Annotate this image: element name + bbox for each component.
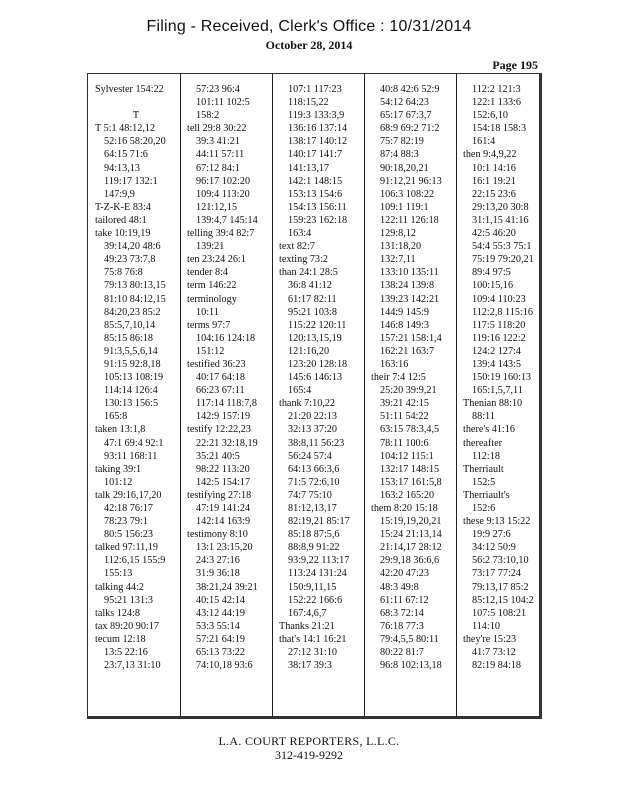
index-line: 63:15 78:3,4,5	[380, 424, 440, 436]
index-line: 27:12 31:10	[288, 647, 337, 659]
index-line: 75:8 76:8	[104, 267, 143, 279]
index-line: 78:11 100:6	[380, 437, 429, 449]
index-line: 165:1,5,7,11	[472, 385, 523, 397]
index-line: 141:13,17	[288, 162, 330, 174]
index-line: 117:14 118:7,8	[196, 398, 257, 410]
index-line: 114:10	[472, 620, 500, 632]
index-line: 150:19 160:13	[472, 372, 532, 384]
index-line: 147:9,9	[104, 188, 135, 200]
index-line: 118:15,22	[288, 97, 329, 109]
index-entry: thank 7:10,22	[279, 398, 336, 410]
index-line: 132:17 148:15	[380, 463, 440, 475]
index-line: 98:22 113:20	[196, 463, 250, 475]
index-line: 25:20 39:9,21	[380, 385, 437, 397]
index-line: 142:14 163:9	[196, 516, 251, 528]
index-line: 54:4 55:3 75:1	[472, 241, 532, 253]
index-line: 80:22 81:7	[380, 647, 424, 659]
index-line: 57:21 64:19	[196, 633, 245, 645]
index-line: 73:17 77:24	[472, 568, 521, 580]
index-line: 119:3 133:3,9	[288, 110, 345, 122]
column-divider	[364, 74, 365, 716]
index-entry: them 8:20 15:18	[371, 503, 438, 514]
index-line: 42:20 47:23	[380, 568, 429, 580]
index-line: 121:16,20	[288, 345, 330, 357]
index-entry: taking 39:1	[95, 463, 142, 475]
index-line: 163:2 165:20	[380, 489, 435, 501]
index-line: 106:3 108:22	[380, 188, 435, 200]
word-index-box	[87, 73, 542, 719]
index-line: 13:5 22:16	[104, 647, 148, 659]
index-line: 123:20 128:18	[288, 358, 348, 370]
index-entry: texting 73:2	[279, 254, 328, 266]
index-column-1	[95, 83, 177, 672]
index-entry: thereafter	[463, 437, 503, 449]
index-line: 91:3,5,5,6,14	[104, 345, 158, 357]
index-entry: talking 44:2	[95, 581, 144, 593]
index-line: 96:17 102:20	[196, 175, 251, 187]
index-line: 122:11 126:18	[380, 214, 439, 226]
index-line: 150:9,11,15	[288, 581, 337, 593]
index-entry: talk 29:16,17,20	[95, 489, 162, 501]
index-line: 159:23 162:18	[288, 214, 348, 226]
index-line: 139:4 143:5	[472, 358, 521, 370]
index-line: 81:12,13,17	[288, 503, 337, 514]
index-line: 36:8 41:12	[288, 280, 332, 292]
index-line: 35:21 40:5	[196, 450, 240, 462]
index-line: 47:19 141:24	[196, 503, 251, 514]
index-entry: talked 97:11,19	[95, 542, 158, 554]
index-line: 132:7,11	[380, 254, 416, 266]
index-line: 88:8,9 91:22	[288, 542, 340, 554]
index-line: 39:21 42:15	[380, 398, 429, 410]
index-line: 39:3 41:21	[196, 136, 240, 148]
index-line: 10:1 14:16	[472, 162, 516, 174]
index-entry: testimony 8:10	[187, 529, 248, 541]
column-divider	[272, 74, 273, 716]
index-entry: ten 23:24 26:1	[187, 254, 246, 266]
index-column-4	[371, 83, 453, 672]
index-line: 85:12,15 104:2	[472, 594, 534, 606]
index-column-2	[187, 83, 269, 672]
index-line: 68:3 72:14	[380, 607, 424, 619]
index-line: 117:5 118:20	[472, 319, 526, 331]
index-line: 71:5 72:6,10	[288, 476, 340, 488]
index-line: 157:21 158:1,4	[380, 332, 442, 344]
index-line: 31:1,15 41:16	[472, 214, 529, 226]
index-entry: term 146:22	[187, 280, 237, 292]
page-number: Page 195	[492, 58, 538, 72]
index-line: 79:13 80:13,15	[104, 280, 166, 292]
index-entry: then 9:4,9,22	[463, 149, 517, 161]
index-line: 48:3 49:8	[380, 581, 419, 593]
index-line: 44:11 57:11	[196, 149, 245, 161]
index-line: 15:19,19,20,21	[380, 516, 442, 528]
index-entry: tax 89:20 90:17	[95, 620, 159, 632]
index-line: 38:8,11 56:23	[288, 437, 345, 449]
index-entry: tender 8:4	[187, 267, 229, 279]
index-line: 76:18 77:3	[380, 620, 424, 632]
index-line: 136:16 137:14	[288, 123, 348, 135]
index-line: 152:22 166:6	[288, 594, 343, 606]
index-line: 93:11 168:11	[104, 450, 158, 462]
index-entry: telling 39:4 82:7	[187, 228, 255, 240]
index-line: 96:8 102:13,18	[380, 660, 442, 672]
index-line: 130:13 156:5	[104, 398, 159, 410]
index-line: 120:13,15,19	[288, 332, 342, 344]
index-line: 13:1 23:15,20	[196, 542, 253, 554]
column-divider	[180, 74, 181, 716]
index-line: 104:16 124:18	[196, 332, 256, 344]
index-line: 115:22 120:11	[288, 319, 347, 331]
index-entry: testify 12:22,23	[187, 424, 251, 436]
index-line: 39:14,20 48:6	[104, 241, 161, 253]
index-line: 53:3 55:14	[196, 620, 240, 632]
index-line: 75:7 82:19	[380, 136, 424, 148]
index-line: 122:1 133:6	[472, 97, 521, 109]
index-entry: there's 41:16	[463, 424, 515, 436]
index-line: 85:5,7,10,14	[104, 319, 156, 331]
index-line: 144:9 145:9	[380, 306, 429, 318]
index-line: 68:9 69:2 71:2	[380, 123, 440, 135]
index-line: 57:23 96:4	[196, 84, 240, 95]
index-line: 91:15 92:8,18	[104, 358, 161, 370]
index-line: 54:12 64:23	[380, 97, 429, 109]
index-entry: T-Z-K-E 83:4	[95, 201, 151, 213]
index-line: 49:23 73:7,8	[104, 254, 156, 266]
index-entry: taken 13:1,8	[95, 424, 146, 436]
index-line: 79:13,17 85:2	[472, 581, 529, 593]
index-entry: Therriault's	[463, 489, 510, 501]
index-line: 139:21	[196, 241, 225, 253]
index-line: 146:8 149:3	[380, 319, 429, 331]
index-line: 10:11	[196, 306, 219, 318]
index-entry: Thanks 21:21	[279, 620, 335, 632]
index-entry: tailored 48:1	[95, 214, 147, 226]
index-column-5	[463, 83, 541, 672]
index-line: 131:18,20	[380, 241, 422, 253]
index-line: 74:10,18 93:6	[196, 660, 253, 672]
index-line: 38:17 39:3	[288, 660, 332, 672]
index-entry: testifying 27:18	[187, 489, 252, 501]
index-line: 89:4 97:5	[472, 267, 511, 279]
index-line: 140:17 141:7	[288, 149, 343, 161]
index-line: 22:21 32:18,19	[196, 437, 258, 449]
index-line: 87:4 88:3	[380, 149, 419, 161]
index-line: 152:5	[472, 476, 496, 488]
index-line: 153:13 154:6	[288, 188, 343, 200]
index-entry: testified 36:23	[187, 358, 246, 370]
column-divider	[456, 74, 457, 716]
index-line: 52:16 58:20,20	[104, 136, 166, 148]
index-line: 75:19 79:20,21	[472, 254, 534, 266]
index-entry: tecum 12:18	[95, 633, 146, 645]
index-line: 42:5 46:20	[472, 228, 516, 240]
index-line: 74:7 75:10	[288, 489, 332, 501]
index-line: 95:21 103:8	[288, 306, 337, 318]
index-entry: talks 124:8	[95, 607, 140, 619]
index-line: 109:1 119:1	[380, 201, 429, 213]
index-line: 100:15,16	[472, 280, 514, 292]
index-line: 138:17 140:12	[288, 136, 348, 148]
index-entry: text 82:7	[279, 241, 315, 253]
index-line: 91:12,21 96:13	[380, 175, 442, 187]
index-entry: Therriault	[463, 463, 504, 475]
index-line: 19:9 27:6	[472, 529, 511, 541]
index-line: 21:14,17 28:12	[380, 542, 442, 554]
index-line: 15:24 21:13,14	[380, 529, 442, 541]
index-line: 40:17 64:18	[196, 372, 245, 384]
index-line: 121:12,15	[196, 201, 238, 213]
index-line: 64:15 71:6	[104, 149, 148, 161]
index-line: 109:4 110:23	[472, 293, 526, 305]
index-line: 88:11	[472, 411, 495, 423]
index-line: 82:19,21 85:17	[288, 516, 350, 528]
index-line: 163:16	[380, 358, 409, 370]
index-line: 114:14 126:4	[104, 385, 158, 397]
index-line: 165:8	[104, 411, 128, 423]
index-line: 139:4,7 145:14	[196, 214, 258, 226]
index-line: 139:23 142:21	[380, 293, 440, 305]
index-line: 162:21 163:7	[380, 345, 435, 357]
index-entry: Sylvester 154:22	[95, 84, 164, 95]
index-line: 161:4	[472, 136, 496, 148]
index-line: 78:23 79:1	[104, 516, 148, 528]
index-line: 101:11 102:5	[196, 97, 250, 109]
index-line: 42:18 76:17	[104, 503, 153, 514]
index-line: 165:4	[288, 385, 312, 397]
index-line: 34:12 50:9	[472, 542, 516, 554]
index-entry: their 7:4 12:5	[371, 372, 426, 384]
index-line: 95:21 131:3	[104, 594, 153, 606]
index-line	[95, 96, 177, 109]
index-line: 153:17 161:5,8	[380, 476, 442, 488]
index-line: 112:18	[472, 450, 500, 462]
index-entry: T 5:1 48:12,12	[95, 123, 156, 135]
index-line: 90:18,20,21	[380, 162, 429, 174]
index-entry: that's 14:1 16:21	[279, 633, 347, 645]
index-line: 112:2 121:3	[472, 84, 521, 95]
index-line: 22:15 23:6	[472, 188, 516, 200]
index-line: 142:9 157:19	[196, 411, 251, 423]
index-line: 101:12	[104, 476, 133, 488]
index-line: 85:18 87:5,6	[288, 529, 340, 541]
index-entry: than 24:1 28:5	[279, 267, 338, 279]
index-line: 21:20 22:13	[288, 411, 337, 423]
index-line: 47:1 69:4 92:1	[104, 437, 164, 449]
index-line: 154:13 156:11	[288, 201, 347, 213]
index-line: 142:1 148:15	[288, 175, 343, 187]
index-line: 24:3 27:16	[196, 555, 240, 567]
index-line: 79:4,5,5 80:11	[380, 633, 439, 645]
index-line: 158:2	[196, 110, 220, 122]
index-line: 29:13,20 30:8	[472, 201, 529, 213]
index-line: 43:12 44:19	[196, 607, 245, 619]
header-date: October 28, 2014	[265, 38, 353, 52]
section-letter: T	[132, 110, 140, 122]
index-line: 65:17 67:3,7	[380, 110, 432, 122]
index-line: 113:24 131:24	[288, 568, 347, 580]
index-line: 129:8,12	[380, 228, 416, 240]
index-line: 64:13 66:3,6	[288, 463, 340, 475]
index-column-3	[279, 83, 361, 672]
footer-phone: 312-419-9292	[275, 748, 343, 762]
header-title: Filing - Received, Clerk's Office : 10/31/2014	[146, 18, 472, 35]
index-line: 82:19 84:18	[472, 660, 521, 672]
index-line: 40:15 42:14	[196, 594, 245, 606]
index-line: 94:13,13	[104, 162, 140, 174]
index-line: 56:2 73:10,10	[472, 555, 529, 567]
index-entry: take 10:19,19	[95, 228, 151, 240]
index-line: 109:4 113:20	[196, 188, 250, 200]
index-line: 107:1 117:23	[288, 84, 342, 95]
index-line: 32:13 37:20	[288, 424, 337, 436]
index-line: 124:2 127:4	[472, 345, 521, 357]
index-line: 152:6	[472, 503, 496, 514]
index-line: 40:8 42:6 52:9	[380, 84, 440, 95]
index-entry: terms 97:7	[187, 319, 231, 331]
index-entry: these 9:13 15:22	[463, 516, 531, 528]
index-line: 145:6 146:13	[288, 372, 343, 384]
index-line: 138:24 139:8	[380, 280, 435, 292]
index-line: 105:13 108:19	[104, 372, 164, 384]
index-line: 152:6,10	[472, 110, 508, 122]
index-line: 104:12 115:1	[380, 450, 434, 462]
index-line: 41:7 73:12	[472, 647, 516, 659]
index-line: 51:11 54:22	[380, 411, 429, 423]
index-line: 112:6,15 155:9	[104, 555, 166, 567]
index-line: 61:11 67:12	[380, 594, 429, 606]
index-line: 31:9 36:18	[196, 568, 240, 580]
index-line: 107:5 108:21	[472, 607, 527, 619]
index-line: 151:12	[196, 345, 225, 357]
index-line: 154:18 158:3	[472, 123, 527, 135]
index-line: 93:9,22 113:17	[288, 555, 350, 567]
index-line: 66:23 67:11	[196, 385, 245, 397]
index-line: 67:12 84:1	[196, 162, 240, 174]
index-line: 65:13 73:22	[196, 647, 245, 659]
index-line: 119:16 122:2	[472, 332, 526, 344]
index-line: 85:15 86:18	[104, 332, 153, 344]
index-line: 133:10 135:11	[380, 267, 439, 279]
index-entry: they're 15:23	[463, 633, 517, 645]
index-line: 163:4	[288, 228, 312, 240]
index-line: 29:9,18 36:6,6	[380, 555, 440, 567]
index-line: 142:5 154:17	[196, 476, 251, 488]
index-line: 23:7,13 31:10	[104, 660, 161, 672]
footer-company: L.A. COURT REPORTERS, L.L.C.	[218, 734, 400, 748]
index-entry: Thenian 88:10	[463, 398, 523, 410]
index-line: 38:21,24 39:21	[196, 581, 258, 593]
index-line: 112:2,8 115:16	[472, 306, 533, 318]
index-line: 80:5 156:23	[104, 529, 153, 541]
index-entry: terminology	[187, 293, 237, 305]
index-entry: tell 29:8 30:22	[187, 123, 247, 135]
index-line: 119:17 132:1	[104, 175, 158, 187]
index-line: 16:1 19:21	[472, 175, 516, 187]
index-line: 84:20,23 85:2	[104, 306, 161, 318]
index-line: 155:13	[104, 568, 133, 580]
index-line: 56:24 57:4	[288, 450, 332, 462]
index-line: 81:10 84:12,15	[104, 293, 166, 305]
index-line: 167:4,6,7	[288, 607, 327, 619]
index-line: 61:17 82:11	[288, 293, 337, 305]
